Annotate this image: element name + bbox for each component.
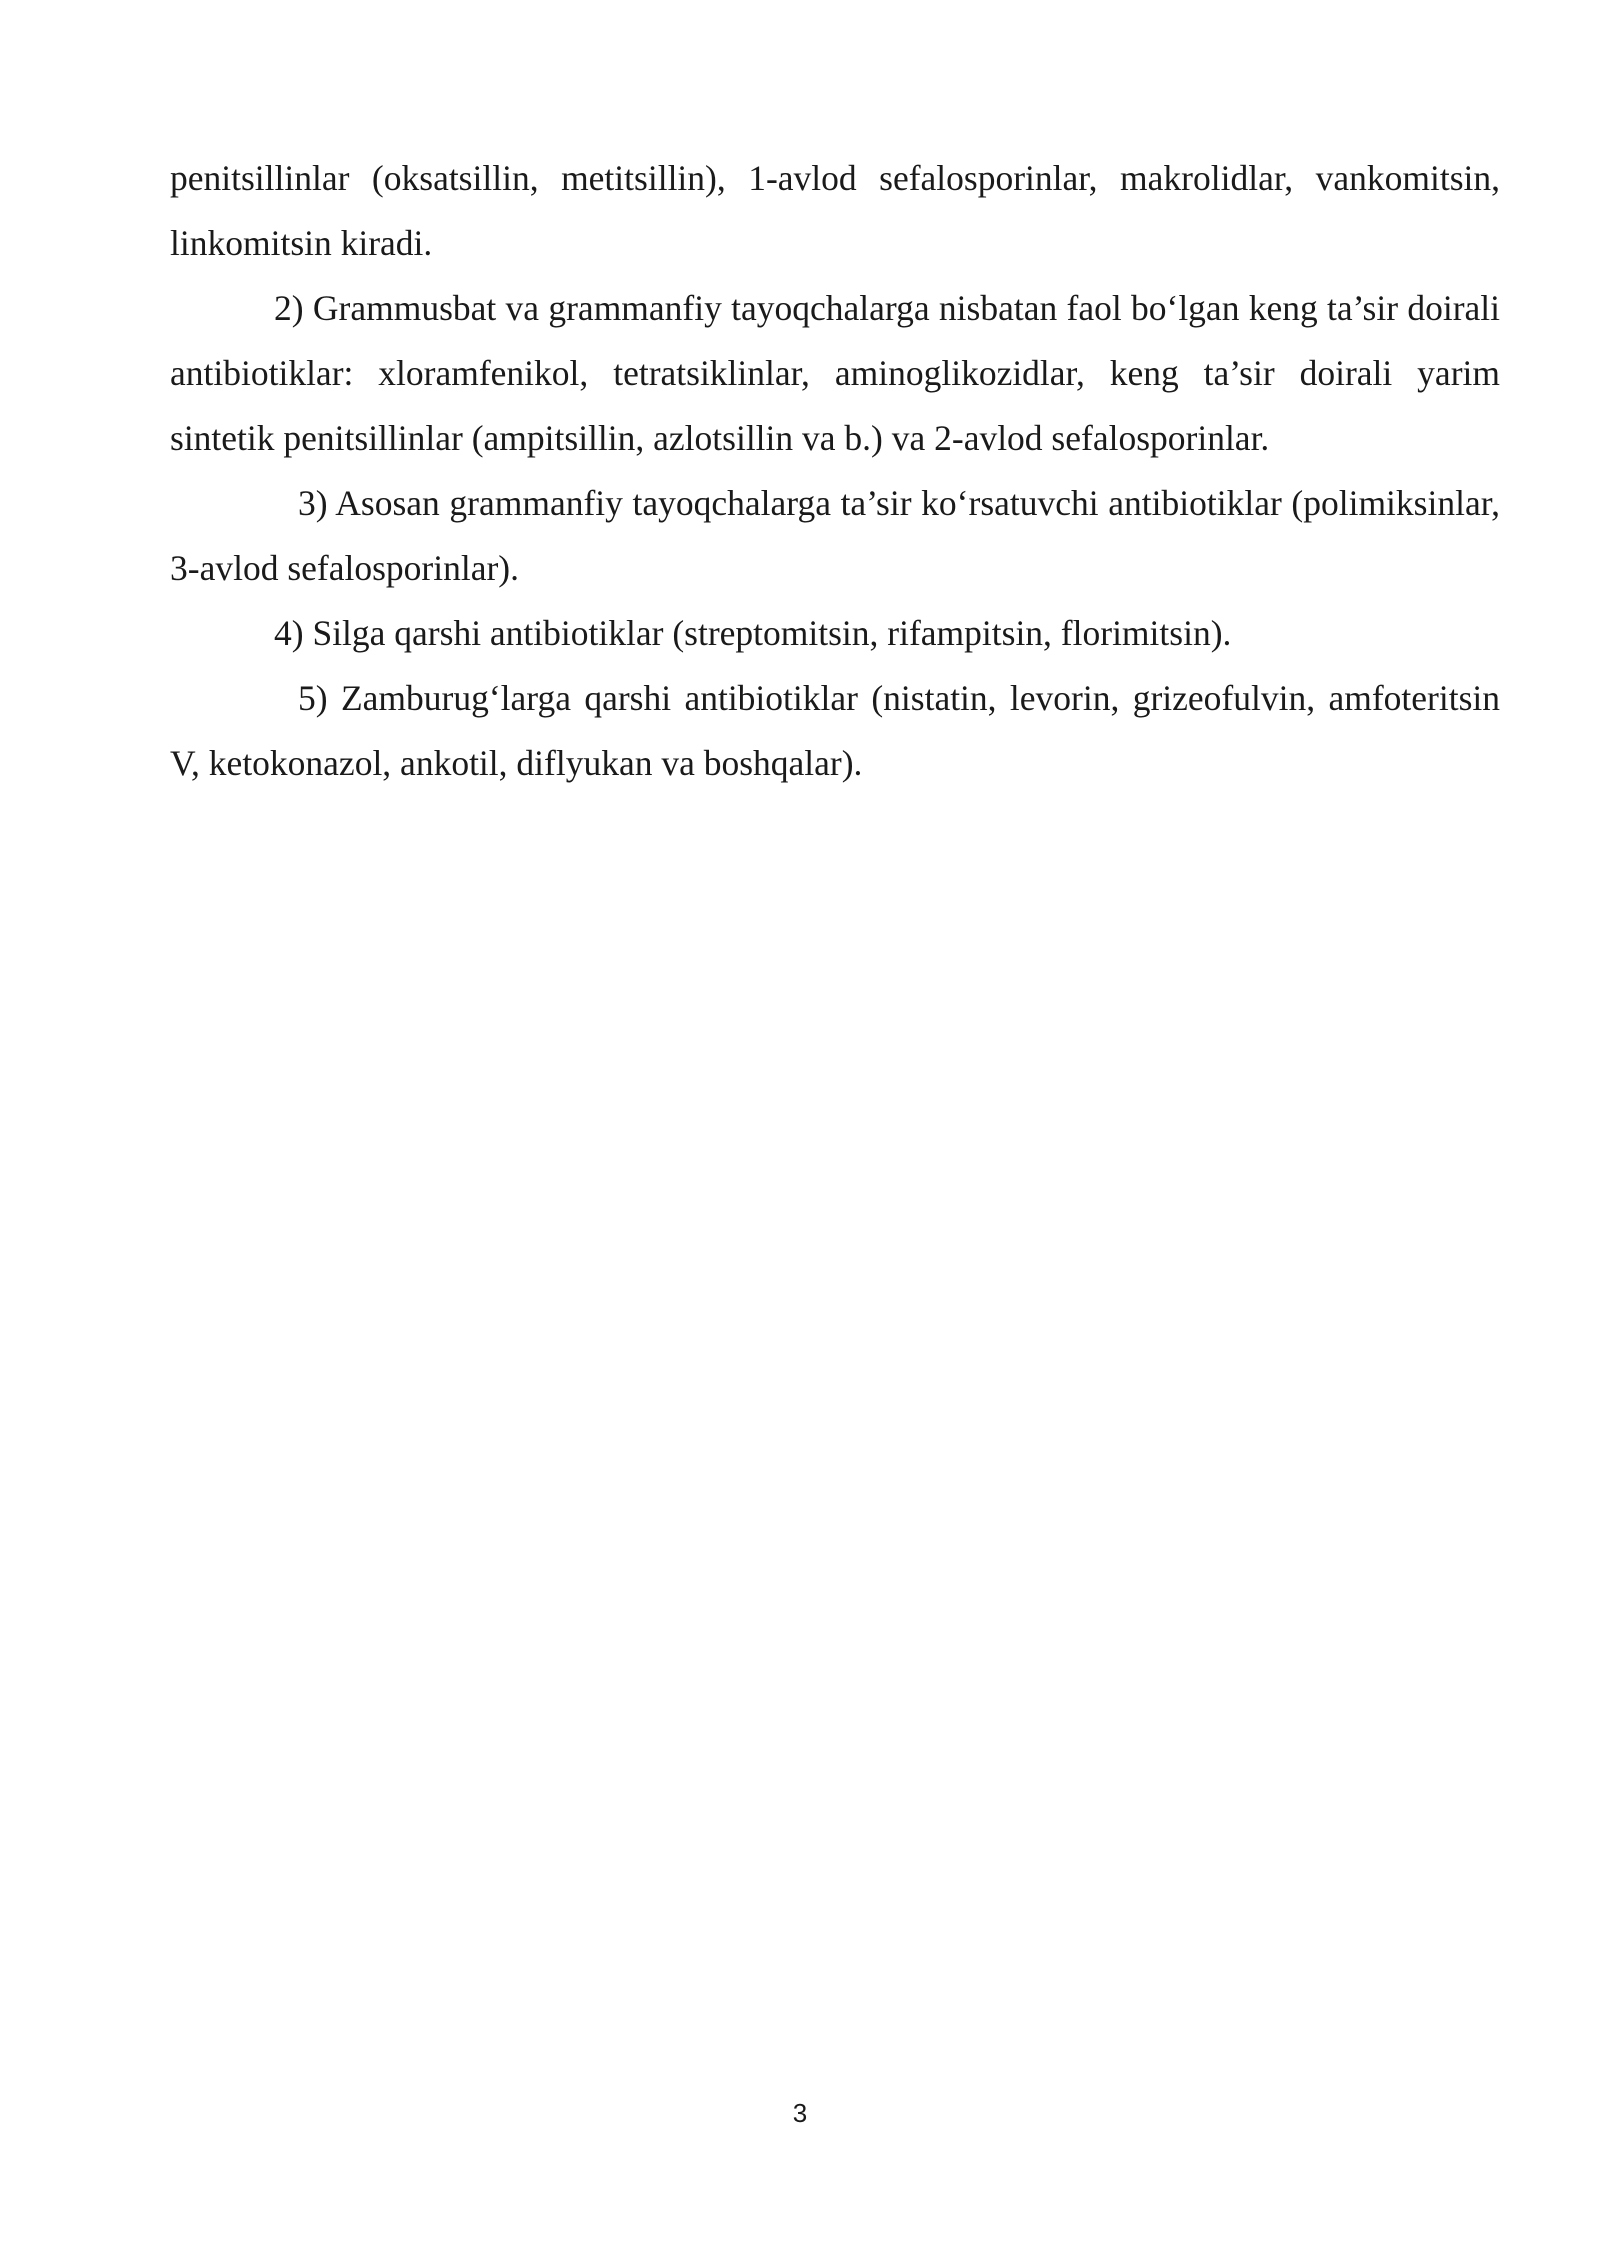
paragraph-continuation: penitsillinlar (oksatsillin, metitsillin), 1-avlod sefalosporinlar, makrolidlar, vankomitsin, linkomitsin kiradi. [170,158,1500,263]
body-text [170,146,1500,796]
paragraph-item-3: 3) Asosan grammanfiy tayoqchalarga ta’sir ko‘rsatuvchi antibiotiklar (polimiksinlar, 3-avlod sefalosporinlar). [170,483,1500,588]
page-number: 3 [792,2098,808,2128]
paragraph-item-5: 5) Zamburug‘larga qarshi antibiotiklar (nistatin, levorin, grizeofulvin, amfoteritsin V, ketokonazol, ankotil, diflyukan va boshqalar). [170,678,1500,783]
paragraph-item-4: 4) Silga qarshi antibiotiklar (streptomitsin, rifampitsin, florimitsin). [274,613,1232,653]
paragraph-item-2: 2) Grammusbat va grammanfiy tayoqchalarga nisbatan faol bo‘lgan keng ta’sir doirali antibiotiklar: xloramfenikol, tetratsiklinlar, aminoglikozidlar, keng ta’sir doirali yarim sintetik penitsillinlar (ampitsillin, azlotsillin va b.) va 2-avlod sefalosporinlar. [170,288,1500,458]
